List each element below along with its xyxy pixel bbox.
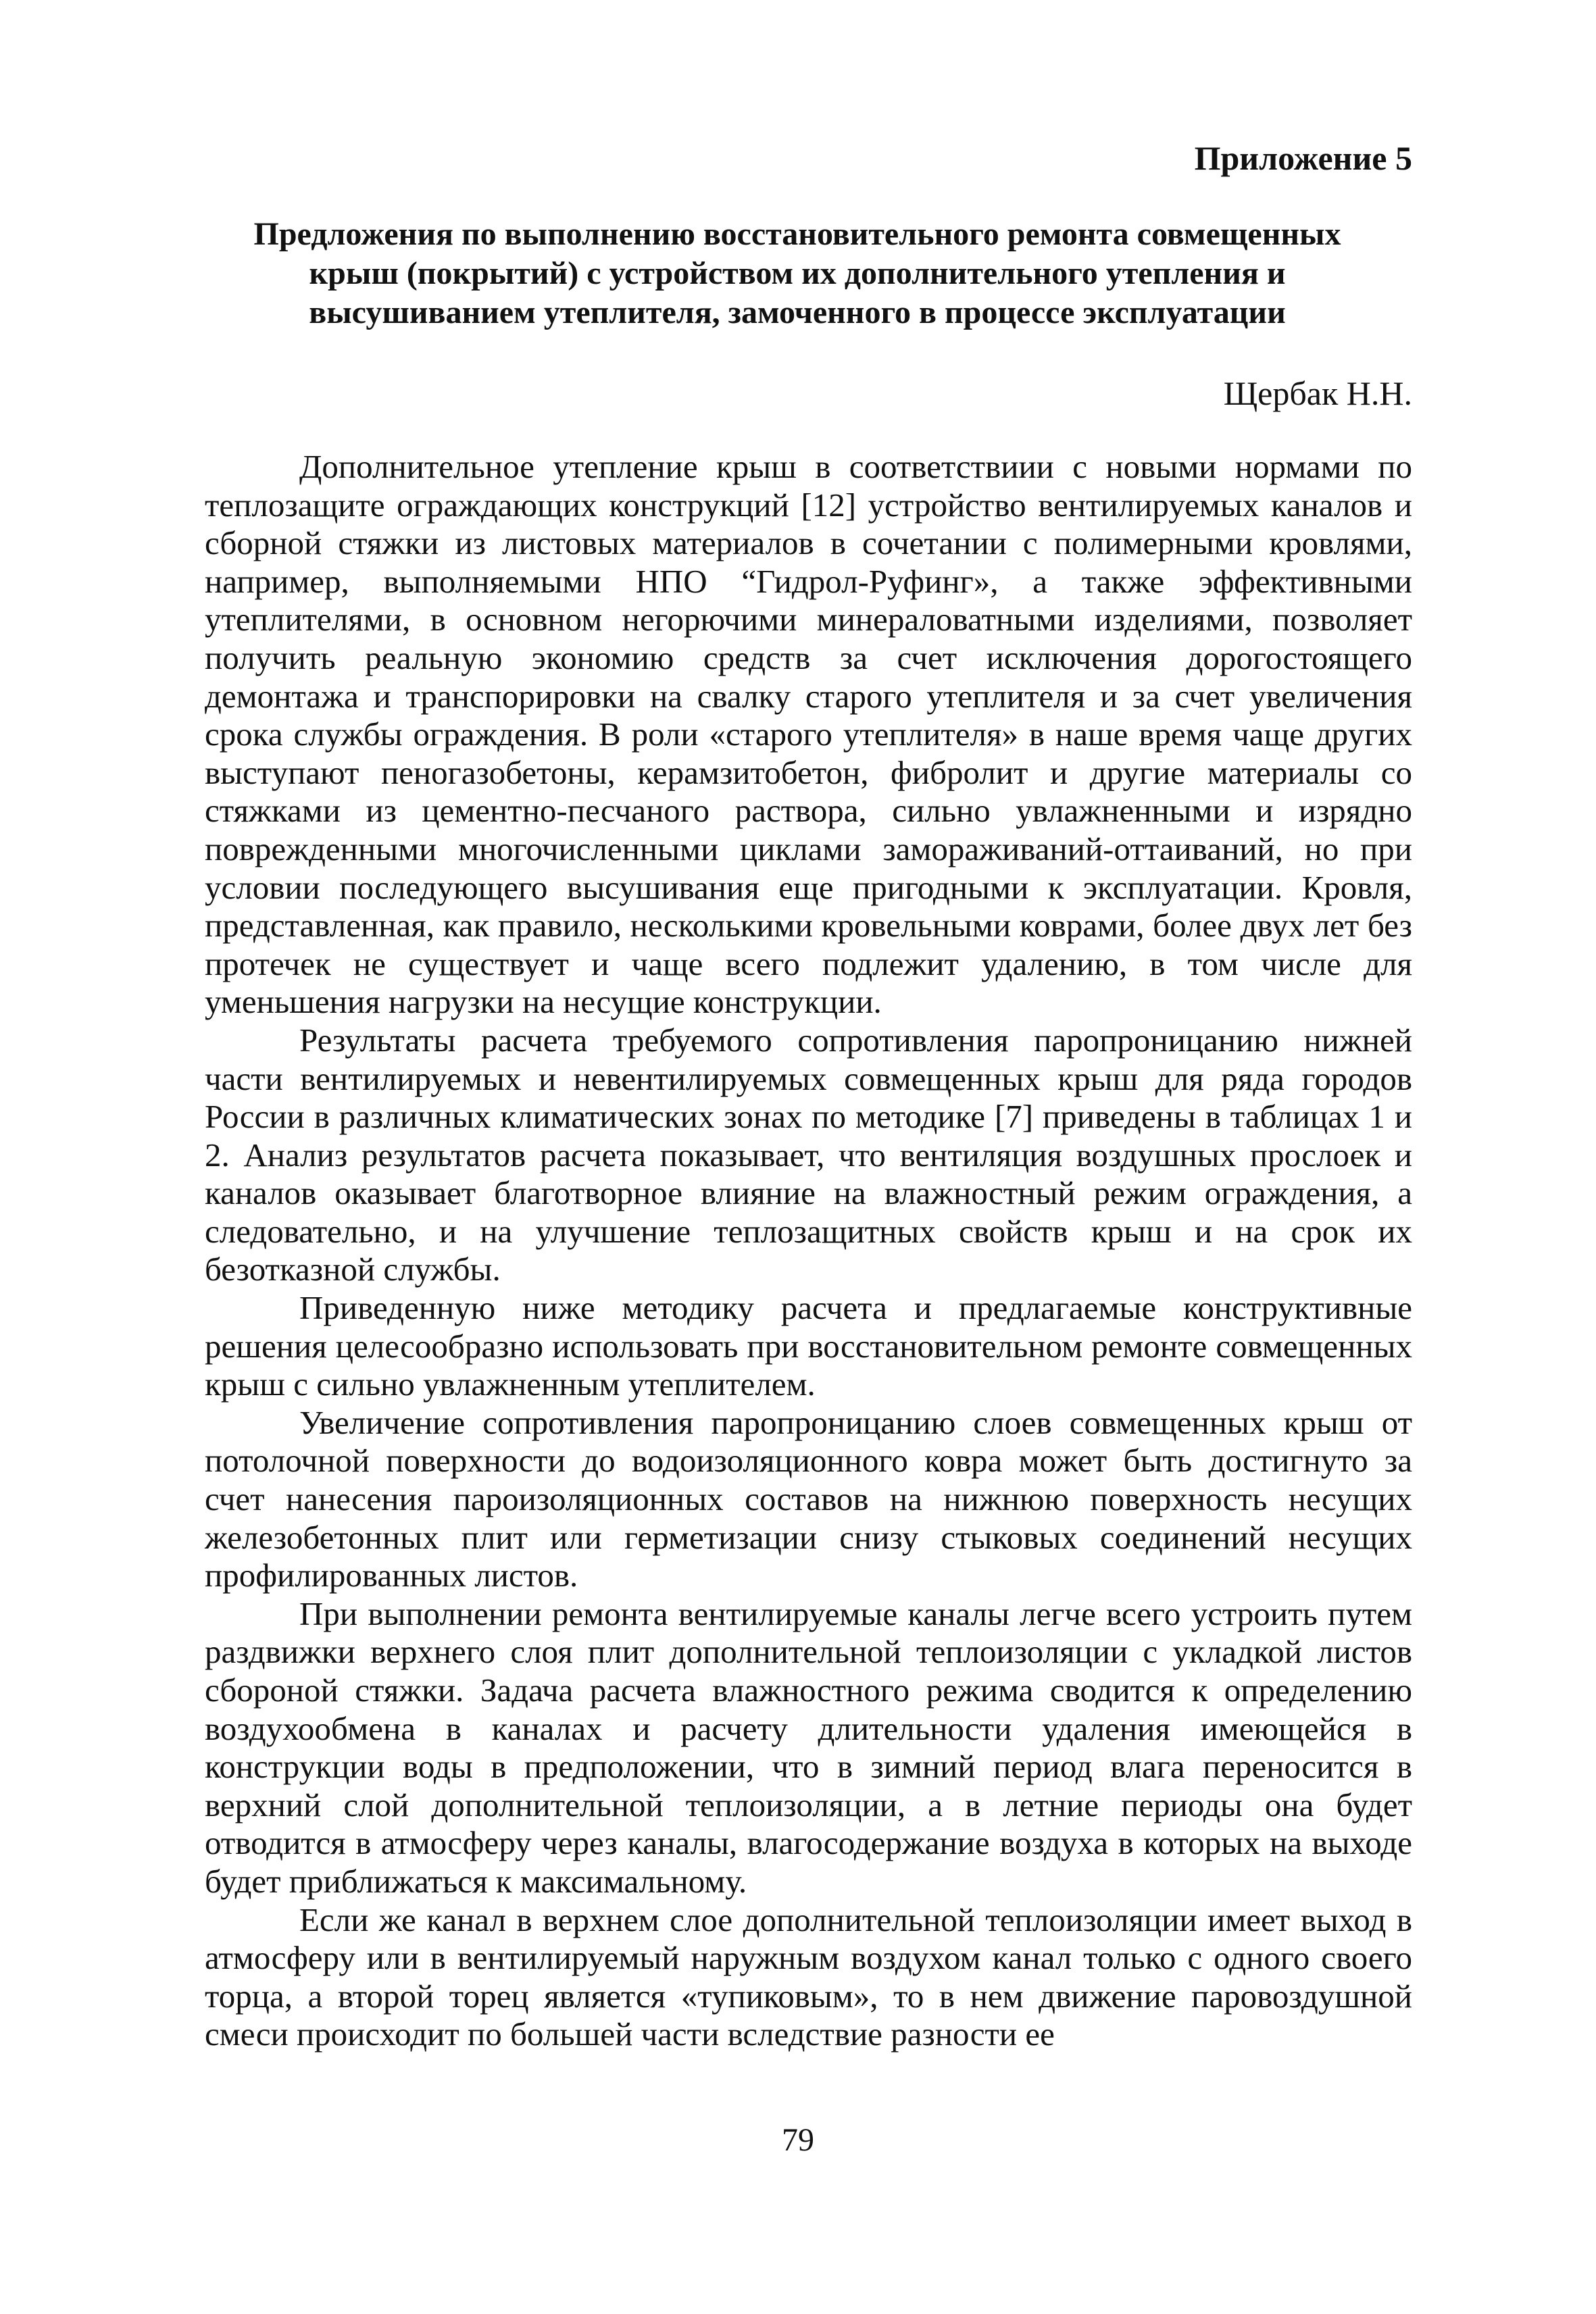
title-line: высушиванием утеплителя, замоченного в процессе эксплуатации [309, 295, 1286, 330]
appendix-label: Приложение 5 [1194, 139, 1412, 177]
body-text [205, 448, 1412, 2054]
paragraph: Приведенную ниже методику расчета и предлагаемые конструктивные решения целесообразно использовать при восстановительном ремонте совмещенных крыш с сильно увлажненным утеплителем. [205, 1289, 1412, 1403]
title-line: Предложения по выполнению восстановительного ремонта совмещенных [253, 216, 1341, 252]
paragraph: Результаты расчета требуемого сопротивления паропроницанию нижней части вентилируемых и невентилируемых совмещенных крыш для ряда городов России в различных климатических зонах по методике [7] приведены в таблицах 1 и 2. Анализ результатов расчета показывает, что вентиляция воздушных прослоек и каналов оказывает благотворное влияние на влажностный режим ограждения, а следовательно, и на улучшение теплозащитных свойств крыш и на срок их безотказной службы. [205, 1021, 1412, 1288]
page-number: 79 [782, 2122, 814, 2158]
paragraph: Увеличение сопротивления паропроницанию слоев совмещенных крыш от потолочной поверхности до водоизоляционного ковра может быть достигнуто за счет нанесения пароизоляционных составов на нижнюю поверхность несущих железобетонных плит или герметизации снизу стыковых соединений несущих профилированных листов. [205, 1403, 1412, 1594]
author-name: Щербак Н.Н. [1223, 374, 1412, 412]
title-line: крыш (покрытий) с устройством их дополнительного утепления и [309, 255, 1286, 291]
paragraph: Дополнительное утепление крыш в соответствиии с новыми нормами по теплозащите ограждающих конструкций [12] устройство вентилируемых каналов и сборной стяжки из листовых материалов в сочетании с полимерными кровлями, например, выполняемыми НПО “Гидрол-Руфинг», а также эффективными утеплителями, в основном негорючими минераловатными изделиями, позволяет получить реальную экономию средств за счет исключения дорогостоящего демонтажа и транспорировки на свалку старого утеплителя и за счет увеличения срока службы ограждения. В роли «старого утеплителя» в наше время чаще других выступают пеногазобетоны, керамзитобетон, фибролит и другие материалы со стяжками из цементно-песчаного раствора, сильно увлажненными и изрядно поврежденными многочисленными циклами замораживаний-оттаиваний, но при условии последующего высушивания еще пригодными к эксплуатации. Кровля, представленная, как правило, несколькими кровельными коврами, более двух лет без протечек не существует и чаще всего подлежит удалению, в том числе для уменьшения нагрузки на несущие конструкции. [205, 448, 1412, 1021]
paragraph: При выполнении ремонта вентилируемые каналы легче всего устроить путем раздвижки верхнего слоя плит дополнительной теплоизоляции с укладкой листов сбороной стяжки. Задача расчета влажностного режима сводится к определению воздухообмена в каналах и расчету длительности удаления имеющейся в конструкции воды в предположении, что в зимний период влага переносится в верхний слой дополнительной теплоизоляции, а в летние периоды она будет отводится в атмосферу через каналы, влагосодержание воздуха в которых на выходе будет приближаться к максимальному. [205, 1594, 1412, 1900]
document-title [203, 215, 1392, 332]
paragraph: Если же канал в верхнем слое дополнительной теплоизоляции имеет выход в атмосферу или в вентилируемый наружным воздухом канал только с одного своего торца, а второй торец является «тупиковым», то в нем движение паровоздушной смеси происходит по большей части вследствие разности ее [205, 1901, 1412, 2053]
